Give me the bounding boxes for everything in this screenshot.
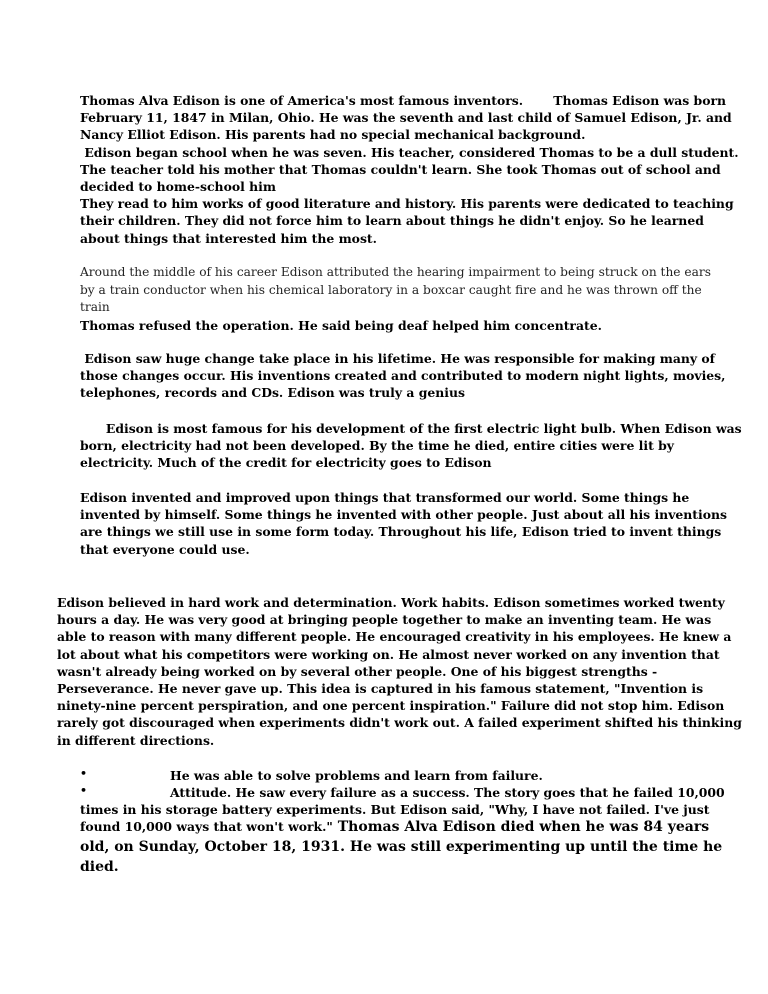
text-line: telephones, records and CDs. Edison was truly a genius	[80, 385, 465, 401]
text-line: February 11, 1847 in Milan, Ohio. He was the seventh and last child of Samuel Edison, Jr. and	[80, 110, 732, 126]
text-line: Edison saw huge change take place in his lifetime. He was responsible for making many of	[80, 351, 715, 366]
text-line: lot about what his competitors were working on. He almost never worked on any invention that	[57, 646, 720, 662]
bullet-item-attitude-line: times in his storage battery experiments. But Edison said, "Why, I have not failed. I've just	[80, 802, 710, 817]
text-line: electricity. Much of the credit for electricity goes to Edison	[80, 455, 492, 471]
text-line: Edison believed in hard work and determination. Work habits. Edison sometimes worked twenty	[57, 595, 725, 610]
text-line: born, electricity had not been developed. By the time he died, entire cities were lit by	[80, 438, 674, 454]
text-line: Edison is most famous for his development of the first electric light bulb. When Edison was	[80, 421, 742, 436]
text-line: their children. They did not force him to learn about things he didn't enjoy. So he learned	[80, 213, 704, 229]
text-line: rarely got discouraged when experiments didn't work out. A failed experiment shifted his thinking	[57, 715, 742, 731]
text-line: Perseverance. He never gave up. This idea is captured in his famous statement, "Invention is	[57, 681, 704, 697]
bullet-icon: •	[80, 784, 88, 797]
text-line: that everyone could use.	[80, 541, 250, 557]
text-line: about things that interested him the most.	[80, 230, 377, 246]
paragraph-hard-work	[57, 594, 742, 749]
text-line: Around the middle of his career Edison attributed the hearing impairment to being struck on the ears	[80, 265, 711, 279]
bullet-item-attitude-line	[80, 818, 709, 837]
bullet-item-attitude: Attitude. He saw every failure as a success. The story goes that he failed 10,000	[170, 785, 725, 800]
bullet-item-problems: He was able to solve problems and learn from failure.	[170, 768, 543, 783]
text-line: hours a day. He was very good at bringing people together to make an inventing team. He was	[57, 612, 712, 628]
text-line: The teacher told his mother that Thomas couldn't learn. She took Thomas out of school and	[80, 161, 721, 177]
text-line: those changes occur. His inventions created and contributed to modern night lights, movies,	[80, 368, 726, 384]
text-line: are things we still use in some form today. Throughout his life, Edison tried to invent things	[80, 524, 722, 540]
paragraph-intro	[80, 92, 739, 247]
text-line: Nancy Elliot Edison. His parents had no special mechanical background.	[80, 127, 586, 143]
text-line: Edison invented and improved upon things that transformed our world. Some things he	[80, 490, 690, 505]
text-line: by a train conductor when his chemical laboratory in a boxcar caught fire and he was thrown off the	[80, 282, 702, 297]
paragraph-change	[80, 350, 725, 402]
text-line: invented by himself. Some things he invented with other people. Just about all his inventions	[80, 507, 727, 523]
text-line: wasn't already being worked on by several other people. One of his biggest strengths -	[57, 663, 658, 679]
paragraph-hearing	[80, 264, 711, 317]
bullet-item-attitude-line: died.	[80, 859, 119, 875]
text-line: in different directions.	[57, 732, 215, 748]
text-line: train	[80, 300, 110, 315]
text-line: able to reason with many different people. He encouraged creativity in his employees. He knew a	[57, 629, 732, 645]
paragraph-light-bulb	[80, 420, 742, 472]
text-line: Thomas refused the operation. He said being deaf helped him concentrate.	[80, 318, 602, 333]
quote-text: found 10,000 ways that won't work."	[80, 819, 333, 834]
bullet-item-attitude-line: old, on Sunday, October 18, 1931. He was still experimenting up until the time he	[80, 839, 723, 855]
bullet-icon: •	[80, 767, 88, 780]
paragraph-operation	[80, 317, 602, 334]
text-line: Thomas Alva Edison is one of America's most famous inventors. Thomas Edison was born	[80, 93, 727, 108]
death-text: Thomas Alva Edison died when he was 84 years	[332, 819, 710, 835]
text-line: ninety-nine percent perspiration, and one percent inspiration." Failure did not stop him. Edison	[57, 698, 725, 714]
paragraph-inventions	[80, 489, 727, 558]
text-line: decided to home-school him	[80, 179, 276, 195]
text-line: Edison began school when he was seven. His teacher, considered Thomas to be a dull student.	[80, 144, 739, 160]
text-line: They read to him works of good literature and history. His parents were dedicated to teaching	[80, 196, 734, 212]
